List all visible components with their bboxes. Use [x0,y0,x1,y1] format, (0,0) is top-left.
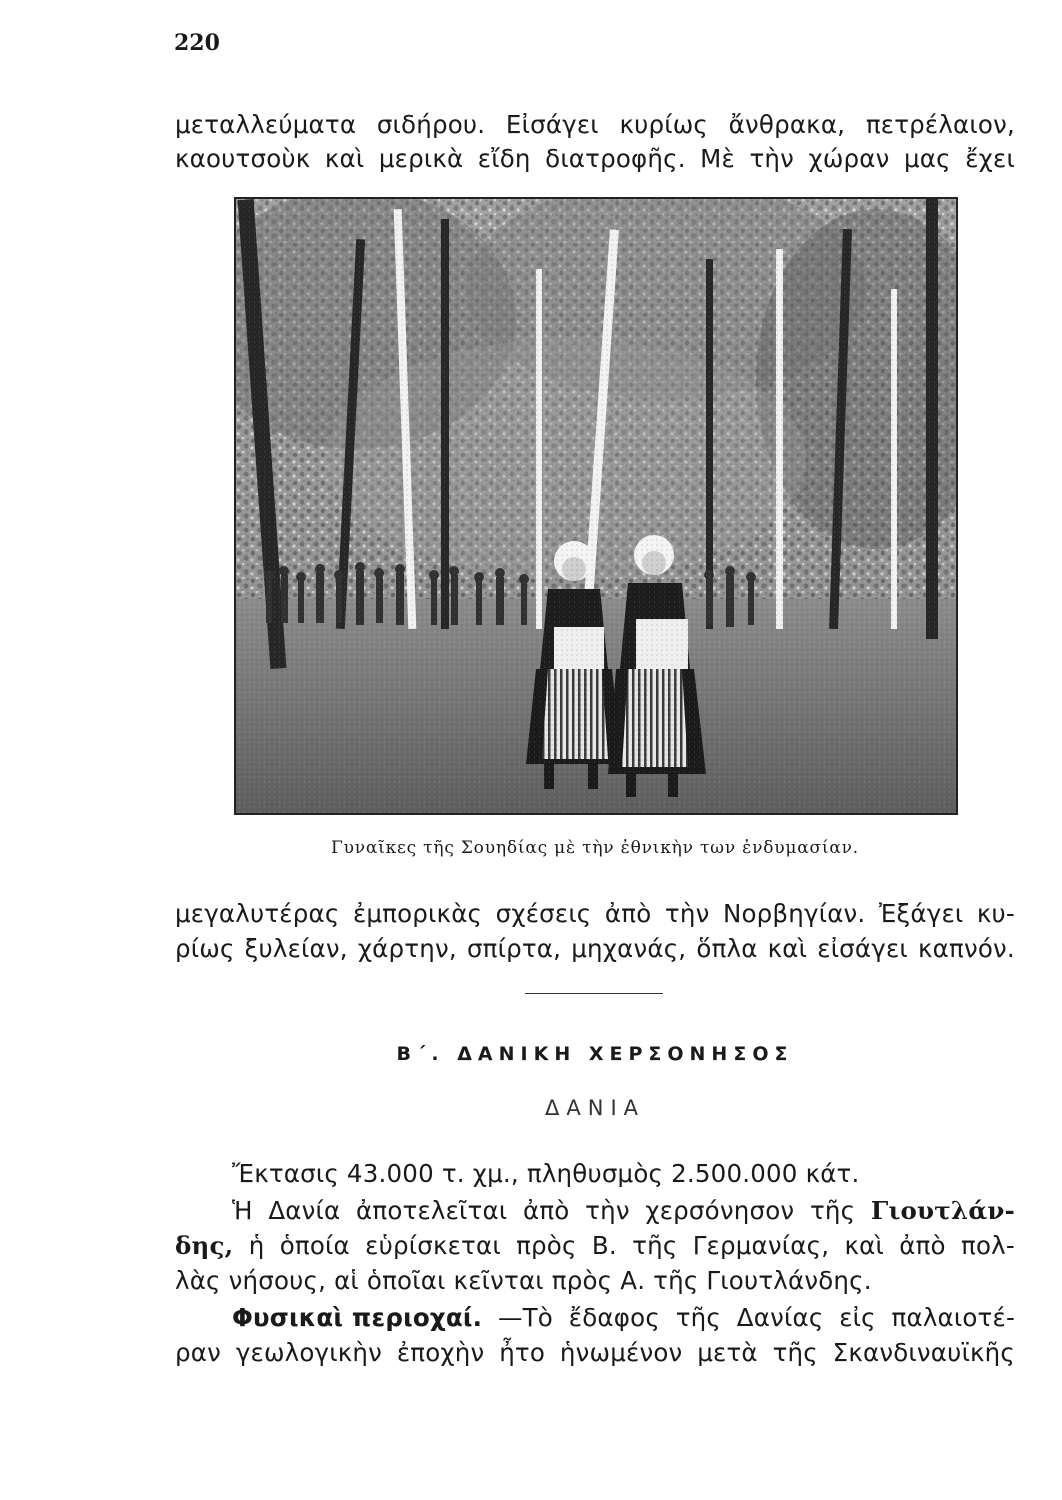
word: καὶ [324,144,365,173]
word: Νορβηγίαν. [722,899,866,928]
word: μετὰ [697,1338,758,1367]
section-heading: Β΄. ΔΑΝΙΚΗ ΧΕΡΣΟΝΗΣΟΣ [396,1043,794,1065]
word: Γερμανίας, [692,1231,830,1260]
word: διατροφῆς. [545,144,686,173]
paragraph-4-line-2 [175,1229,1015,1263]
place-name-bold: Γιουτλάν- [870,1196,1015,1225]
word: καὶ [844,1231,884,1260]
word: καουτσοὺκ [175,144,311,173]
section-subheading: ΔΑΝΙΑ [545,1096,645,1120]
photo-illustration [236,199,956,813]
page-number: 220 [174,30,220,56]
word: πολ- [961,1231,1015,1260]
word: κυρίως [619,110,709,139]
word: πρὸς [516,1231,577,1260]
word: Σκανδιναυϊκῆς [832,1338,1015,1367]
word: μεταλλεύματα [175,110,357,139]
photo-caption: Γυναῖκες τῆς Σουηδίας μὲ τὴν ἐθνικὴν των ἐνδυμασίαν. [330,838,860,858]
word: καὶ [767,934,808,963]
word: γεωλογικὴν [235,1338,383,1367]
word: τὴν [749,144,795,173]
paragraph-2-line-2 [175,932,1015,966]
word: ξυλείαν, [244,934,348,963]
word: καπνόν. [918,934,1015,963]
word: ὁποία [279,1231,350,1260]
word: παλαιοτέ- [891,1303,1015,1332]
paragraph-1-line-1 [175,108,1015,142]
word: τὴν [585,1196,630,1225]
word: ἡ [248,1231,265,1260]
word: μεγαλυτέρας [175,899,340,928]
word: ἀπὸ [899,1231,946,1260]
word: Δανία [268,1196,341,1225]
section-divider [525,993,663,994]
word: μας [904,144,951,173]
photograph [234,197,958,815]
word: τῆς [809,1196,856,1225]
word: ἐποχὴν [396,1338,485,1367]
word: μερικὰ [378,144,464,173]
paragraph-3-line-1: Ἔκτασις 43.000 τ. χμ., πληθυσμὸς 2.500.000 κάτ. [232,1159,860,1188]
word: τῆς [772,1338,818,1367]
paragraph-4-line-1 [232,1194,1015,1228]
word: σιδήρου. [376,110,486,139]
word: Β. [591,1231,617,1260]
paragraph-4-line-3: λὰς νήσους, αἱ ὁποῖαι κεῖνται πρὸς Α. τῆς Γιουτλάνδης. [175,1266,872,1295]
word: σπίρτα, [466,934,562,963]
paragraph-5-line-2 [175,1336,1015,1370]
word: ἀπὸ [604,899,652,928]
word: χερσόνησον [645,1196,795,1225]
word: τὴν [664,899,710,928]
word: ἄνθρακα, [728,110,846,139]
word: τῆς [675,1303,721,1332]
word: πετρέλαιον, [865,110,1015,139]
word: Μὲ [700,144,735,173]
word: ἔχει [965,144,1015,173]
place-name-bold: δης, [175,1231,234,1260]
word: εἰς [839,1303,876,1332]
word: μηχανάς, [571,934,687,963]
word: εἴδη [477,144,531,173]
subsection-title: Φυσικαὶ περιοχαί. [232,1303,483,1332]
word: εὑρίσκεται [365,1231,501,1260]
word: Δανίας [736,1303,824,1332]
paragraph-1-line-2 [175,142,1015,176]
word: σχέσεις [495,899,592,928]
word: ραν [175,1338,221,1367]
word: τῆς [632,1231,678,1260]
word: Ἡ [232,1196,253,1225]
word: Εἰσάγει [505,110,599,139]
word: ἀποτελεῖται [356,1196,508,1225]
word: ἦτο [499,1338,546,1367]
word: ρίως [175,934,235,963]
word: ἀπὸ [523,1196,570,1225]
word: χώραν [808,144,890,173]
word: ἔδαφος [568,1303,660,1332]
paragraph-2-line-1 [175,897,1015,931]
word: χάρτην, [357,934,457,963]
word: Ἐξάγει [878,899,964,928]
word: ἐμπορικὰς [352,899,483,928]
word: —Τὸ [497,1303,553,1332]
word: ὅπλα [696,934,758,963]
paragraph-5-line-1 [232,1301,1015,1335]
word: εἰσάγει [817,934,908,963]
word: κυ- [976,899,1015,928]
word: ἡνωμένον [559,1338,683,1367]
